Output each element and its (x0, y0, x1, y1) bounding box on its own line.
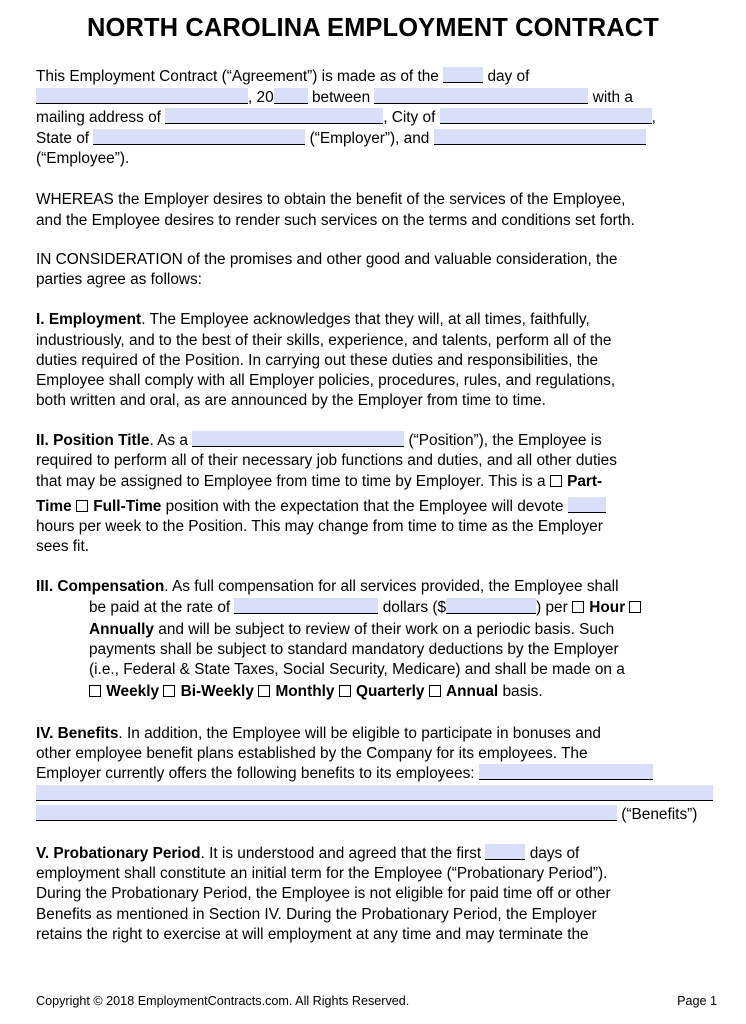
compensation-line-1: III. Compensation. As full compensation for all services provided, the Employee shall (36, 578, 619, 595)
employment-heading: I. Employment (36, 311, 142, 328)
contract-title: NORTH CAROLINA EMPLOYMENT CONTRACT (87, 14, 659, 42)
benefits-line-1: IV. Benefits. In addition, the Employee will be eligible to participate in bonuses and (36, 725, 601, 742)
consideration-line-1: IN CONSIDERATION of the promises and other good and valuable consideration, the (36, 251, 618, 268)
compensation-line-5: (i.e., Federal & State Taxes, Social Security, Medicare) and shall be made on a (89, 661, 625, 678)
hours-per-week-field[interactable] (568, 497, 606, 513)
year-field[interactable] (274, 88, 308, 104)
benefits-field-1[interactable] (479, 764, 653, 780)
day-field[interactable] (443, 67, 483, 83)
position-line-4: Time Full-Time position with the expectation that the Employee will devote (36, 497, 606, 517)
whereas-line-2: and the Employee desires to render such services on the terms and conditions set forth. (36, 212, 635, 229)
employer-city-field[interactable] (440, 108, 652, 124)
compensation-heading: III. Compensation (36, 578, 165, 595)
employment-line-1: I. Employment. The Employee acknowledges that they will, at all times, faithfully, (36, 311, 590, 328)
weekly-checkbox[interactable] (89, 685, 101, 697)
benefits-line-3: Employer currently offers the following benefits to its employees: (36, 764, 653, 784)
benefits-line-4 (36, 785, 713, 805)
probation-line-5: retains the right to exercise at will employment at any time and may terminate the (36, 926, 589, 943)
intro-line-4: State of (“Employer”), and (36, 129, 646, 149)
position-title-field[interactable] (192, 431, 404, 447)
annually-checkbox[interactable] (629, 601, 641, 613)
benefits-line-2: other employee benefit plans established by the Company for its employees. The (36, 745, 588, 762)
consideration-line-2: parties agree as follows: (36, 271, 202, 288)
position-heading: II. Position Title (36, 432, 150, 449)
probation-line-1: V. Probationary Period. It is understood and agreed that the first days of (36, 845, 580, 862)
whereas-line-1: WHEREAS the Employer desires to obtain the benefit of the services of the Employee, (36, 191, 626, 208)
employment-line-3: duties required of the Position. In carrying out these duties and responsibilities, the (36, 352, 599, 369)
annual-checkbox[interactable] (429, 685, 441, 697)
position-line-1: II. Position Title. As a (“Position”), the Employee is (36, 432, 602, 449)
pay-rate-words-field[interactable] (234, 598, 378, 614)
bi-weekly-checkbox[interactable] (163, 685, 175, 697)
employer-address-field[interactable] (165, 108, 383, 124)
intro-line-3: mailing address of , City of , (36, 109, 656, 126)
probation-line-2: employment shall constitute an initial term for the Employee (“Probationary Period”). (36, 865, 608, 882)
probation-days-field[interactable] (485, 844, 525, 860)
part-time-checkbox[interactable] (550, 475, 562, 487)
employer-state-field[interactable] (93, 129, 305, 145)
footer-page-number: Page 1 (677, 994, 717, 1008)
compensation-line-2: be paid at the rate of dollars ($ ) per Hour (89, 598, 642, 618)
quarterly-checkbox[interactable] (339, 685, 351, 697)
intro-line-1: This Employment Contract (“Agreement”) is made as of the day of (36, 68, 530, 85)
position-line-5: hours per week to the Position. This may change from time to time as the Employer (36, 518, 603, 535)
employment-line-4: Employee shall comply with all Employer policies, procedures, rules, and regulations, (36, 372, 616, 389)
benefits-field-2[interactable] (36, 785, 713, 801)
position-line-3: that may be assigned to Employee from time to time by Employer. This is a Part- (36, 473, 603, 490)
position-line-6: sees fit. (36, 538, 90, 555)
employment-line-5: both written and oral, as are announced by the Employer from time to time. (36, 392, 546, 409)
employer-name-field[interactable] (374, 88, 588, 104)
employee-name-field[interactable] (434, 129, 646, 145)
probation-line-4: Benefits as mentioned in Section IV. During the Probationary Period, the Employer (36, 906, 597, 923)
footer-copyright: Copyright © 2018 EmploymentContracts.com. All Rights Reserved. (36, 994, 410, 1008)
probation-line-3: During the Probationary Period, the Employee is not eligible for paid time off or other (36, 885, 611, 902)
intro-line-5: (“Employee”). (36, 150, 130, 167)
hour-checkbox[interactable] (572, 601, 584, 613)
compensation-line-3: Annually and will be subject to review of their work on a periodic basis. Such (89, 621, 615, 638)
position-line-2: required to perform all of their necessary job functions and duties, and all other duties (36, 452, 617, 469)
compensation-line-6: Weekly Bi-Weekly Monthly Quarterly Annual basis. (89, 682, 543, 702)
month-field[interactable] (36, 88, 248, 104)
compensation-line-4: payments shall be subject to standard mandatory deductions by the Employer (89, 641, 619, 658)
employment-line-2: industriously, and to the best of their skills, experience, and talents, perform all of the (36, 332, 612, 349)
benefits-heading: IV. Benefits (36, 725, 119, 742)
intro-line-2: , 20 between with a (36, 88, 633, 108)
benefits-line-5: (“Benefits”) (36, 805, 697, 825)
full-time-checkbox[interactable] (76, 500, 88, 512)
monthly-checkbox[interactable] (258, 685, 270, 697)
benefits-field-3[interactable] (36, 805, 617, 821)
probation-heading: V. Probationary Period (36, 845, 201, 862)
pay-rate-amount-field[interactable] (446, 598, 536, 614)
